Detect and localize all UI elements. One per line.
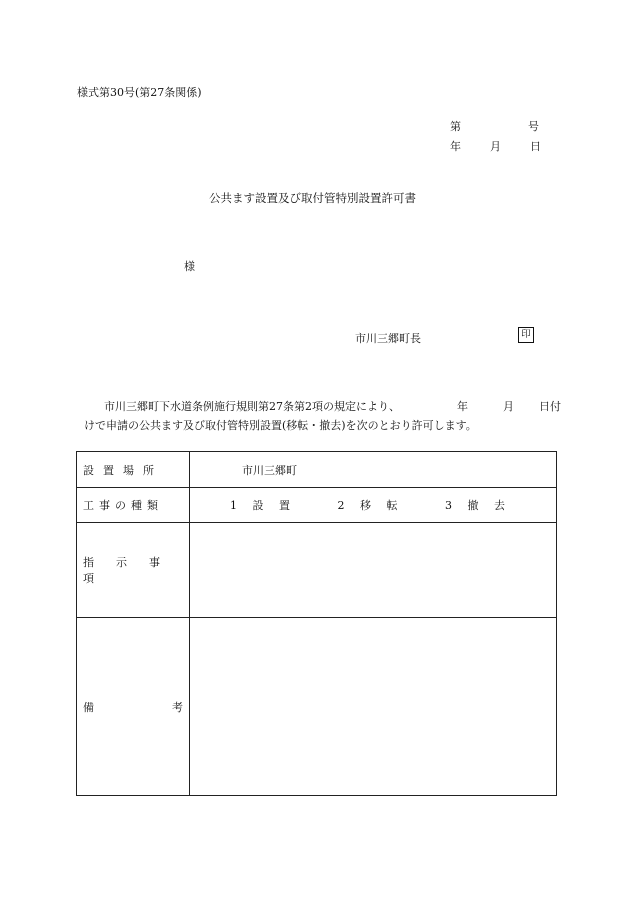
location-value-cell: [190, 452, 557, 488]
work-type-option-install: 1 設 置: [230, 499, 296, 512]
work-type-label: 工事の種類: [83, 499, 163, 512]
remarks-label: [83, 699, 189, 715]
remarks-label-cell: [77, 618, 190, 796]
work-type-options-cell: [190, 488, 557, 523]
document-number-line: [450, 118, 539, 134]
day-label: 日: [530, 140, 541, 153]
issuer-name: 市川三郷町長: [355, 332, 421, 345]
remarks-label-start: 備: [83, 700, 94, 714]
body-line-1: [104, 398, 561, 414]
instructions-label-cell: [77, 523, 190, 618]
table-row-instructions: [77, 523, 557, 618]
work-type-label-cell: [77, 488, 190, 523]
month-label: 月: [490, 140, 501, 153]
location-label-cell: [77, 452, 190, 488]
permit-table: [76, 451, 557, 796]
document-date-line: [450, 138, 541, 154]
table-row-work-type: [77, 488, 557, 523]
table-row-location: [77, 452, 557, 488]
work-type-option-relocate: 2 移 転: [337, 499, 404, 512]
addressee-suffix: 様: [184, 260, 195, 273]
body-year: 年: [457, 400, 468, 413]
instructions-value-cell: [190, 523, 557, 618]
body-month: 月: [503, 400, 514, 413]
form-number: 様式第30号(第27条関係): [77, 86, 202, 99]
number-suffix: 号: [528, 120, 539, 133]
document-title: 公共ます設置及び取付管特別設置許可書: [209, 191, 416, 205]
location-label: 設置場所: [83, 463, 163, 477]
location-value: 市川三郷町: [242, 463, 297, 477]
table-row-remarks: [77, 618, 557, 796]
seal-mark: 印: [518, 327, 534, 343]
number-prefix: 第: [450, 120, 461, 133]
work-type-option-remove: 3 撤 去: [445, 499, 511, 512]
body-line-1-text: 市川三郷町下水道条例施行規則第27条第2項の規定により、: [104, 400, 400, 413]
year-label: 年: [450, 140, 461, 153]
remarks-value-cell: [190, 618, 557, 796]
body-line-2: けで申請の公共ます及び取付管特別設置(移転・撤去)を次のとおり許可します。: [84, 419, 477, 432]
body-date-suffix: 日付: [539, 400, 561, 413]
remarks-label-end: 考: [172, 700, 183, 714]
instructions-label: 指示事項: [83, 556, 182, 585]
